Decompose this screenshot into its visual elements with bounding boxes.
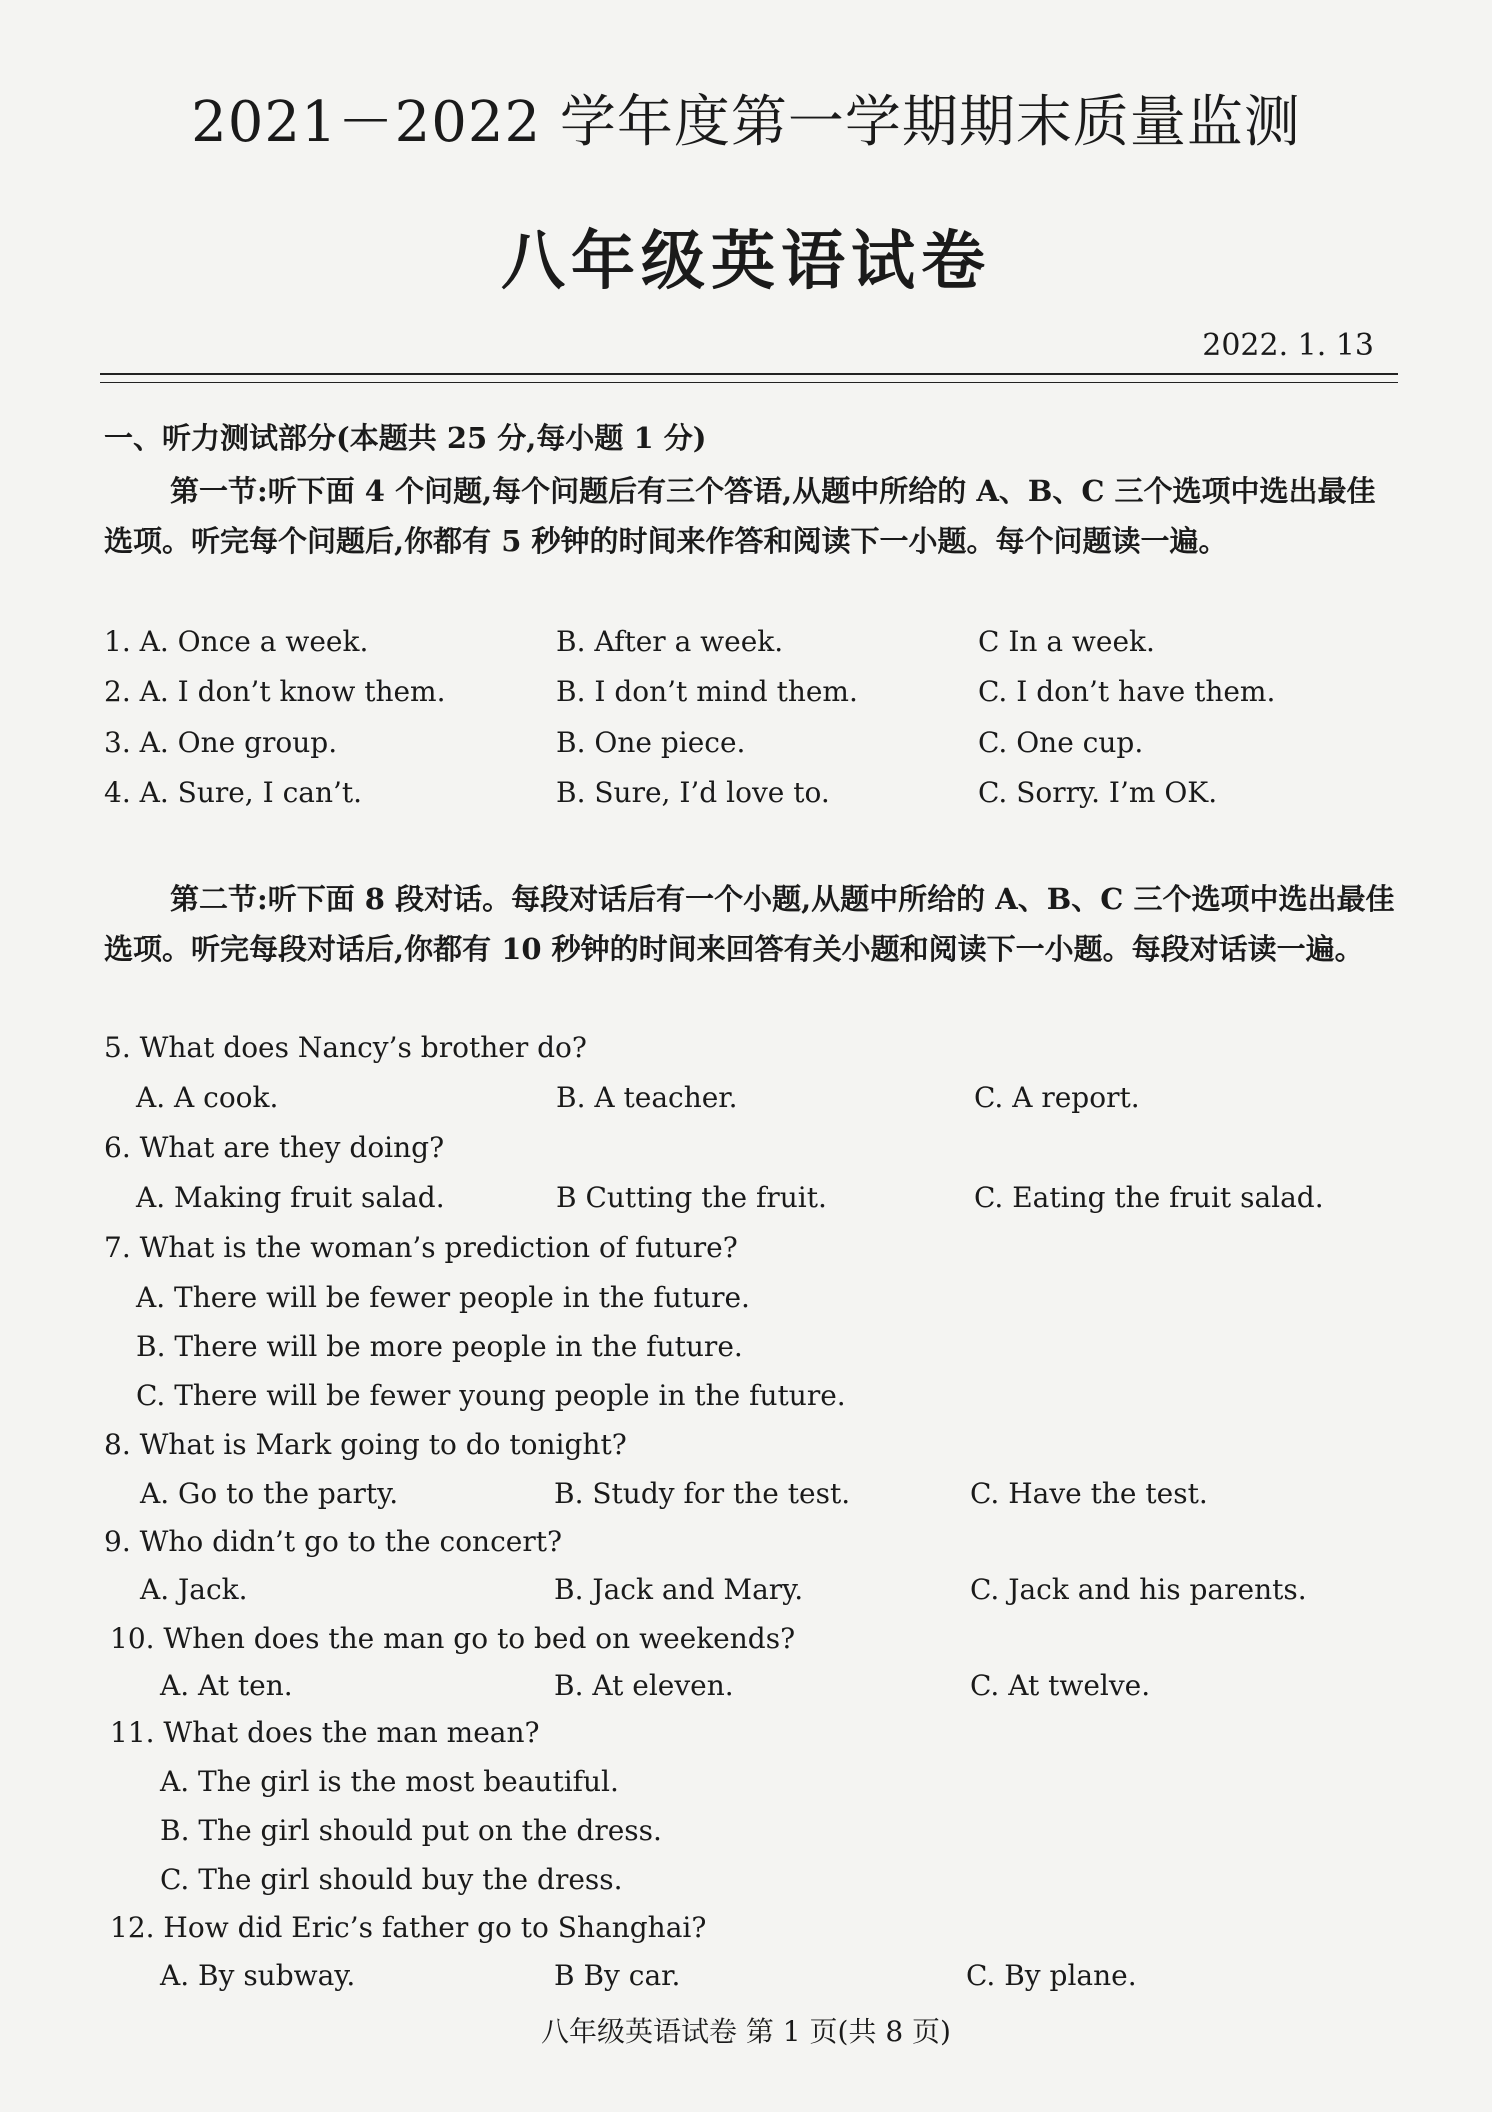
option-b: B. After a week. xyxy=(556,625,784,658)
option-b: B. There will be more people in the future. xyxy=(136,1330,743,1363)
option-b: B By car. xyxy=(554,1959,681,1992)
option-b: B. I don’t mind them. xyxy=(556,675,858,708)
part2-instruction: 第二节:听下面 8 段对话。每段对话后有一个小题,从题中所给的 A、B、C 三个选项中选出最佳选项。听完每段对话后,你都有 10 秒钟的时间来回答有关小题和阅读下一小题。每段对话读一遍。 xyxy=(104,882,1395,966)
header-rule-thin xyxy=(100,382,1398,383)
question-stem: 5. What does Nancy’s brother do? xyxy=(104,1031,587,1064)
option-a: 3. A. One group. xyxy=(104,726,338,759)
option-b: B. Sure, I’d love to. xyxy=(556,776,830,809)
option-a: A. Jack. xyxy=(140,1573,248,1606)
option-b: B. Jack and Mary. xyxy=(554,1573,804,1606)
question-stem: 9. Who didn’t go to the concert? xyxy=(104,1525,562,1558)
question-stem: 8. What is Mark going to do tonight? xyxy=(104,1428,627,1461)
option-c: C. The girl should buy the dress. xyxy=(160,1863,623,1896)
option-b: B. The girl should put on the dress. xyxy=(160,1814,662,1847)
option-a: A. A cook. xyxy=(136,1081,279,1114)
header-rule-thick xyxy=(100,373,1398,375)
question-options xyxy=(140,1570,1400,1610)
option-c: C In a week. xyxy=(978,625,1155,658)
option-c: C. There will be fewer young people in the future. xyxy=(136,1379,846,1412)
option-a: A. By subway. xyxy=(160,1959,356,1992)
question-options xyxy=(160,1956,1400,1996)
option-a: A. Go to the party. xyxy=(140,1477,399,1510)
question-stem: 10. When does the man go to bed on weekends? xyxy=(110,1622,796,1655)
question-stem: 6. What are they doing? xyxy=(104,1131,445,1164)
exam-date: 2022. 1. 13 xyxy=(1202,328,1374,363)
option-c: C. Sorry. I’m OK. xyxy=(978,776,1218,809)
option-a: A. At ten. xyxy=(160,1669,293,1702)
question-row-1 xyxy=(104,622,1400,662)
section-heading: 一、听力测试部分(本题共 25 分,每小题 1 分) xyxy=(104,421,707,455)
exam-subtitle: 八年级英语试卷 xyxy=(501,224,991,299)
question-options xyxy=(136,1078,1400,1118)
question-stem: 11. What does the man mean? xyxy=(110,1716,540,1749)
question-row-3 xyxy=(104,723,1400,763)
option-b: B. Study for the test. xyxy=(554,1477,851,1510)
option-c: C. Eating the fruit salad. xyxy=(974,1181,1324,1214)
option-a: 2. A. I don’t know them. xyxy=(104,675,446,708)
option-a: 1. A. Once a week. xyxy=(104,625,369,658)
option-a: 4. A. Sure, I can’t. xyxy=(104,776,363,809)
part1-instruction: 第一节:听下面 4 个问题,每个问题后有三个答语,从题中所给的 A、B、C 三个选项中选出最佳选项。听完每个问题后,你都有 5 秒钟的时间来作答和阅读下一小题。每个问题读一遍。 xyxy=(104,474,1376,558)
option-b: B. One piece. xyxy=(556,726,746,759)
question-stem: 7. What is the woman’s prediction of future? xyxy=(104,1231,738,1264)
option-b: B. A teacher. xyxy=(556,1081,738,1114)
option-c: C. I don’t have them. xyxy=(978,675,1276,708)
question-options xyxy=(136,1178,1400,1218)
question-options xyxy=(140,1474,1400,1514)
option-b: B Cutting the fruit. xyxy=(556,1181,827,1214)
option-c: C. At twelve. xyxy=(970,1669,1151,1702)
question-options xyxy=(160,1666,1400,1706)
option-c: C. Have the test. xyxy=(970,1477,1208,1510)
question-stem: 12. How did Eric’s father go to Shanghai? xyxy=(110,1911,707,1944)
page-footer: 八年级英语试卷 第 1 页(共 8 页) xyxy=(541,2015,951,2048)
option-b: B. At eleven. xyxy=(554,1669,734,1702)
question-row-2 xyxy=(104,672,1400,712)
option-c: C. A report. xyxy=(974,1081,1140,1114)
option-a: A. There will be fewer people in the future. xyxy=(136,1281,750,1314)
exam-title: 2021－2022 学年度第一学期期末质量监测 xyxy=(191,90,1301,155)
option-c: C. Jack and his parents. xyxy=(970,1573,1307,1606)
question-row-4 xyxy=(104,773,1400,813)
option-a: A. Making fruit salad. xyxy=(136,1181,445,1214)
option-c: C. One cup. xyxy=(978,726,1144,759)
option-c: C. By plane. xyxy=(966,1959,1137,1992)
option-a: A. The girl is the most beautiful. xyxy=(160,1765,619,1798)
